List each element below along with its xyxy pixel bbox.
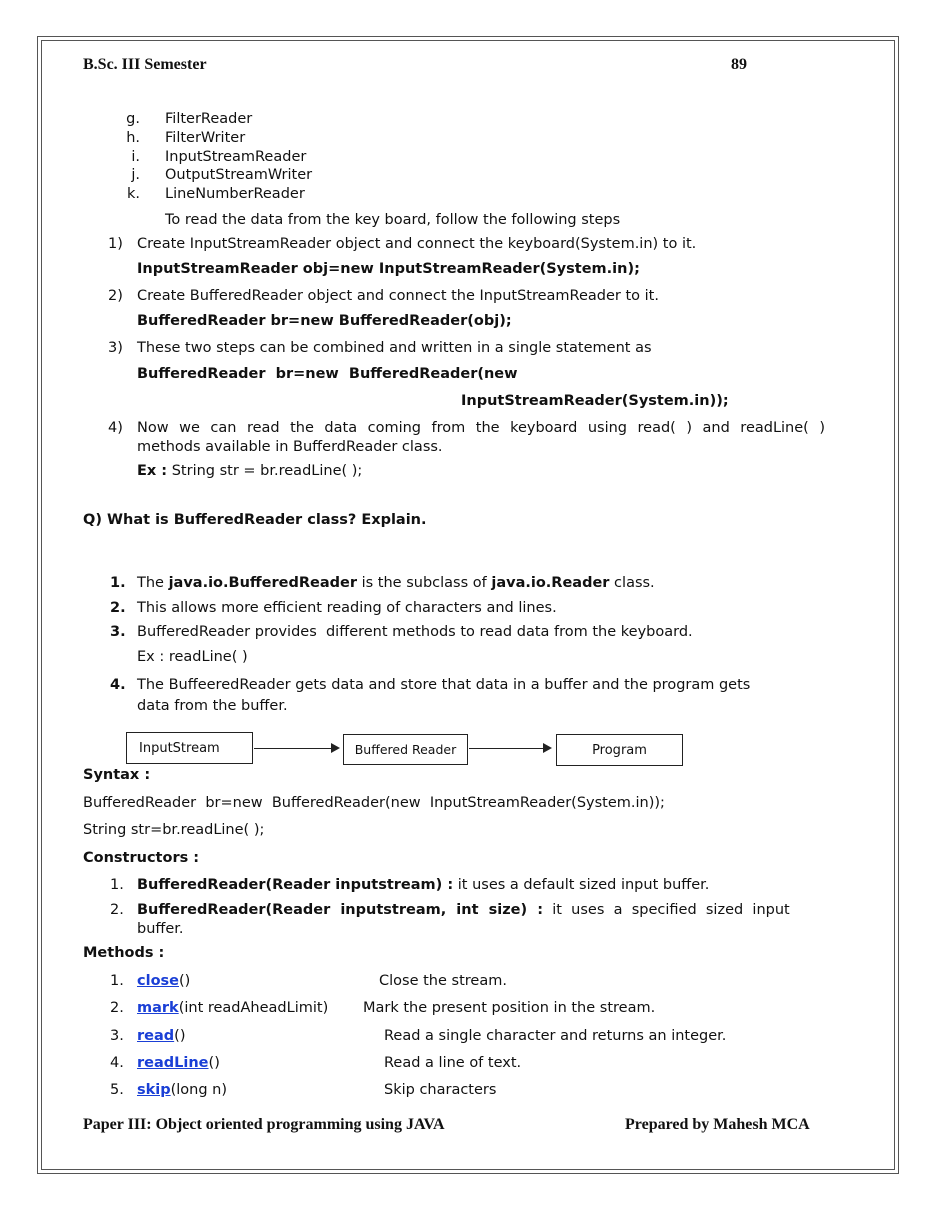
flow-box-inputstream: InputStream [126,732,253,764]
flow-arrow [254,748,338,749]
method-signature: read() [137,1028,186,1044]
method-signature: mark(int readAheadLimit) [137,1000,329,1016]
page-number: 89 [731,56,747,73]
step-marker: 4) [108,420,123,436]
method-marker: 5. [110,1082,124,1098]
method-signature: skip(long n) [137,1082,228,1098]
step-marker: 3) [108,340,123,356]
step-marker: 1) [108,236,123,252]
method-link-read[interactable]: read [137,1028,175,1044]
code-line: BufferedReader br=new BufferedReader(obj); [137,313,512,329]
method-link-close[interactable]: close [137,973,179,989]
method-marker: 1. [110,973,124,989]
header-semester: B.Sc. III Semester [83,56,207,73]
method-link-readline[interactable]: readLine [137,1055,209,1071]
constructor-marker: 2. [110,902,124,918]
point-marker: 1. [110,575,126,591]
method-link-skip[interactable]: skip [137,1082,171,1098]
point-text: The java.io.BufferedReader is the subclass of java.io.Reader class. [137,575,655,591]
point-text: BufferedReader provides different methods to read data from the keyboard. [137,624,693,640]
method-link-mark[interactable]: mark [137,1000,179,1016]
method-description: Close the stream. [379,973,507,989]
footer-author: Prepared by Mahesh MCA [625,1116,810,1133]
code-line: InputStreamReader obj=new InputStreamReader(System.in); [137,261,640,277]
method-description: Skip characters [384,1082,497,1098]
footer-paper-title: Paper III: Object oriented programming using JAVA [83,1116,445,1133]
constructors-heading: Constructors : [83,850,200,866]
constructor-item: BufferedReader(Reader inputstream, int size) : it uses a specified sized input [137,902,790,918]
code-line: BufferedReader br=new BufferedReader(new [137,366,518,382]
method-signature: close() [137,973,191,989]
point-text: This allows more efficient reading of characters and lines. [137,600,557,616]
method-description: Read a line of text. [384,1055,522,1071]
constructor-item-continued: buffer. [137,921,184,937]
step-text: Create BufferedReader object and connect the InputStreamReader to it. [137,288,659,304]
point-marker: 2. [110,600,126,616]
method-signature: readLine() [137,1055,220,1071]
method-marker: 3. [110,1028,124,1044]
method-marker: 2. [110,1000,124,1016]
syntax-line: BufferedReader br=new BufferedReader(new InputStreamReader(System.in)); [83,795,665,811]
constructor-marker: 1. [110,877,124,893]
syntax-heading: Syntax : [83,767,151,783]
step-text: Create InputStreamReader object and connect the keyboard(System.in) to it. [137,236,697,252]
steps-intro: To read the data from the key board, follow the following steps [165,212,621,228]
example-line: Ex : readLine( ) [137,649,248,665]
method-description: Read a single character and returns an integer. [384,1028,727,1044]
code-line-continued: InputStreamReader(System.in)); [461,393,729,409]
question-heading: Q) What is BufferedReader class? Explain. [83,512,427,528]
point-text-continued: data from the buffer. [137,698,288,714]
flow-box-buffered-reader: Buffered Reader [343,734,468,765]
constructor-item: BufferedReader(Reader inputstream) : it uses a default sized input buffer. [137,877,710,893]
flow-arrow [469,748,550,749]
point-marker: 3. [110,624,126,640]
point-marker: 4. [110,677,126,693]
step-marker: 2) [108,288,123,304]
syntax-line: String str=br.readLine( ); [83,822,265,838]
point-text: The BuffeeredReader gets data and store that data in a buffer and the program gets [137,677,751,693]
step-text-continued: methods available in BufferdReader class. [137,439,443,455]
flow-box-program: Program [556,734,683,766]
method-description: Mark the present position in the stream. [363,1000,656,1016]
example-line: Ex : String str = br.readLine( ); [137,463,363,479]
method-marker: 4. [110,1055,124,1071]
step-text: These two steps can be combined and written in a single statement as [137,340,652,356]
step-text: Now we can read the data coming from the keyboard using read( ) and readLine( ) [137,420,825,436]
methods-heading: Methods : [83,945,165,961]
